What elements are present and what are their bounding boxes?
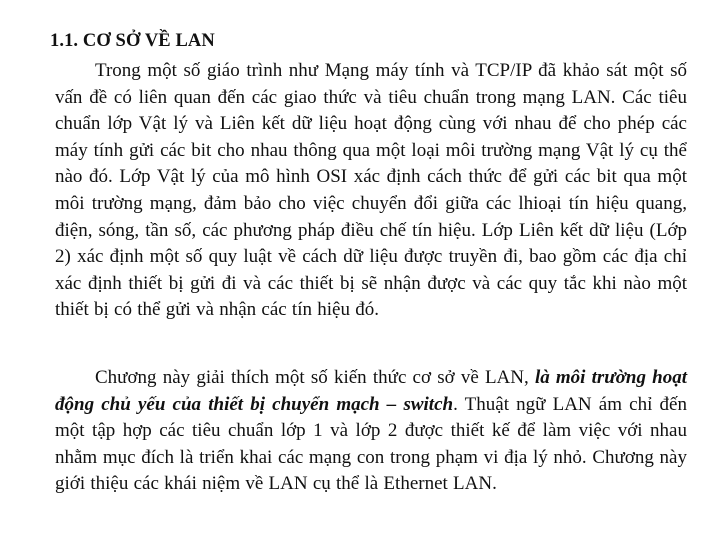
paragraph-2-end: . Thuật ngữ LAN ám chỉ đến một tập hợp các tiêu chuẩn lớp 1 và lớp 2 được thiết kế để làm việc với nhau nhằm mục đích là triển khai các mạng con trong phạm vi địa lý nhỏ. Chương này giới thiệu các khái niệm về LAN cụ thể là Ethernet LAN. bbox=[55, 393, 687, 495]
paragraph-1: Trong một số giáo trình như Mạng máy tính và TCP/IP đã khảo sát một số vấn đề có liên quan đến các giao thức và tiêu chuẩn trong mạng LAN. Các tiêu chuẩn lớp Vật lý và Liên kết dữ liệu hoạt động cùng với nhau để cho phép các máy tính gửi các bit cho nhau thông qua một loại môi trường mạng Vật lý cụ thể nào đó. Lớp Vật lý của mô hình OSI xác định cách thức để gửi các bit qua một môi trường mạng, đảm bảo cho việc chuyển đổi giữa các lhioại tín hiệu quang, điện, sóng, tần số, các phương pháp điều chế tín hiệu. Lớp Liên kết dữ liệu (Lớp 2) xác định một số quy luật về cách dữ liệu được truyền đi, bao gồm các địa chỉ xác định thiết bị gửi đi và các thiết bị sẽ nhận được và các quy tắc khi nào một thiết bị có thể gửi và nhận các tín hiệu đó. bbox=[55, 60, 687, 321]
paragraph-2 bbox=[55, 365, 687, 498]
section-heading: 1.1. CƠ SỞ VỀ LAN bbox=[50, 31, 215, 51]
paragraph-2-emphasis: là môi trường hoạt động chủ yếu của thiết bị chuyển mạch – switch bbox=[55, 367, 687, 415]
paragraph-2-start: Chương này giải thích một số kiến thức cơ sở về LAN, bbox=[95, 367, 535, 388]
